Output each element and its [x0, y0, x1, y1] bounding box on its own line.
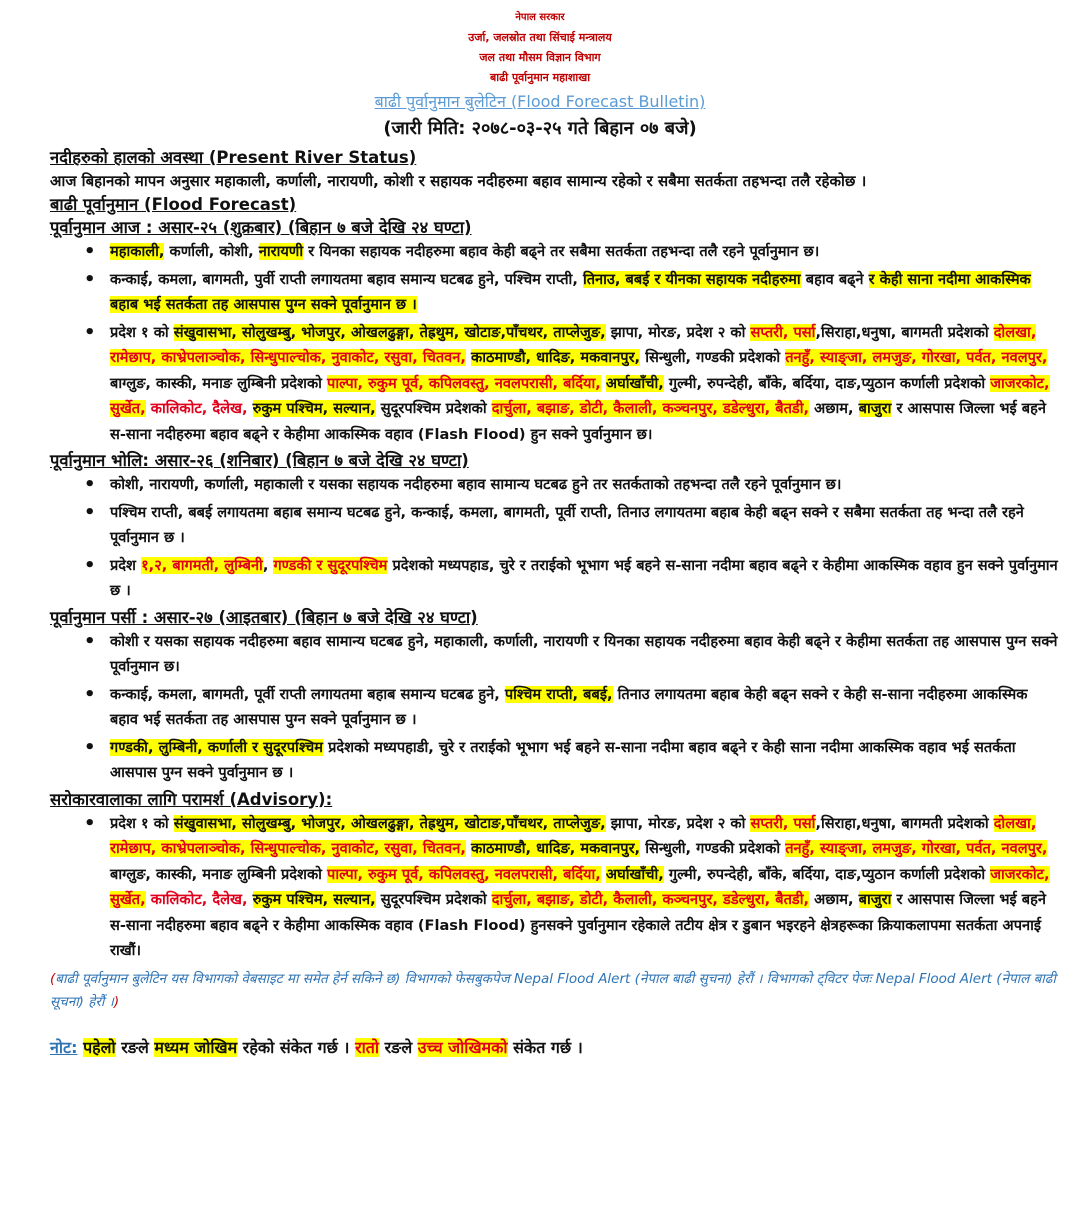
- district-run: प्रदेश १ को: [110, 323, 174, 341]
- district-run: बाग्लुङ, कास्की, मनाङ लुम्बिनी प्रदेशको: [110, 865, 328, 883]
- district-run: बाजुरा: [858, 891, 892, 908]
- list-item: • प्रदेश १ को संखुवासभा, सोलुखम्बु, भोजपुर, ओखलढुङ्गा, तेह्रथुम, खोटाङ,पाँचथर, ताप्लेजुङ, झापा, मोरङ, प्रदेश २ को सप्तरी, पर्सा,सिराहा,धनुषा, बागमती प्रदेशको दोलखा, रामेछाप, काभ्रेपलाञ्चोक, सिन्धुपाल्चोक, नुवाकोट, रसुवा, चितवन, काठमाण्डौ, धादिङ, मकवानपुर, सिन्धुली, गण्डकी प्रदेशको तनहुँ, स्याङ्जा, लमजुङ, गोरखा, पर्वत, नवलपुर, बाग्लुङ, कास्की, मनाङ लुम्बिनी प्रदेशको पाल्पा, रुकुम पूर्व, कपिलवस्तु, नवलपरासी, बर्दिया, अर्घाखाँची, गुल्मी, रुपन्देही, बाँके, बर्दिया, दाङ,प्युठान कर्णाली प्रदेशको जाजरकोट, सुर्खेत, कालिकोट, दैलेख, रुकुम पश्चिम, सल्यान, सुदूरपश्चिम प्रदेशको दार्चुला, बझाङ, डोटी, कैलाली, कञ्चनपुर, डडेल्धुरा, बैतडी, अछाम, बाजुरा र आसपास जिल्ला भई बहने स-साना नदीहरुमा बहाव बढ्ने र केहीमा आकस्मिक वहाव (Flash Flood) हुनसक्ने पुर्वानुमान रहेकाले तटीय क्षेत्र र डुबान भइरहने क्षेत्रहरूका क्रियाकलापमा सतर्कता अपनाई राखौं।: [110, 811, 1058, 964]
- department-name: जल तथा मौसम विज्ञान विभाग: [479, 51, 601, 64]
- district-run: [248, 891, 253, 908]
- district-run: सिन्धुली, गण्डकी प्रदेशको: [640, 840, 786, 857]
- district-run: सप्तरी, पर्सा: [750, 814, 816, 832]
- list-item: • कोशी र यसका सहायक नदीहरुमा बहाव सामान्य घटबढ हुने, महाकाली, कर्णाली, नारायणी र यिनका सहायक नदीहरुमा बहाव केही बढ्ने र केहीमा सतर्कता तह आसपास पुग्न सक्ने पूर्वानुमान छ।: [110, 629, 1058, 680]
- district-run: अर्घाखाँची,: [605, 865, 664, 883]
- list-item: • पश्चिम राप्ती, बबई लगायतमा बहाब समान्य घटबढ हुने, कन्काई, कमला, बागमती, पूर्वी राप्ती, तिनाउ लगायतमा बहाब केही बढ्न सक्ने र सबैमा सतर्कता तह भन्दा तलै रहने पूर्वानुमान छ ।: [110, 500, 1058, 551]
- bulletin-title: बाढी पुर्वानुमान बुलेटिन (Flood Forecast Bulletin): [374, 92, 706, 111]
- district-run: अर्घाखाँची,: [605, 374, 664, 392]
- district-run: बाजुरा: [858, 400, 892, 417]
- list-item: • गण्डकी, लुम्बिनी, कर्णाली र सुदूरपश्चिम प्रदेशको मध्यपहाडी, चुरे र तराईको भूभाग भई बहने स-साना नदीमा बहाव बढ्ने र केही साना नदीमा आकस्मिक वहाव भई सतर्कता आसपास पुग्न सक्ने पुर्वानुमान छ ।: [110, 735, 1058, 786]
- district-run: जाजरकोट, सुर्खेत,: [110, 374, 1050, 417]
- district-run: तनहुँ, स्याङ्जा, लमजुङ, गोरखा, पर्वत, नवलपुर,: [785, 840, 1048, 857]
- district-run: जाजरकोट, सुर्खेत,: [110, 865, 1050, 908]
- advisory-heading: सरोकारवालाका लागि परामर्श (Advisory):: [50, 789, 333, 809]
- district-run: दोलखा, रामेछाप, काभ्रेपलाञ्चोक, सिन्धुपाल्चोक, नुवाकोट, रसुवा, चितवन,: [110, 323, 1037, 366]
- note-label: नोट:: [50, 1037, 78, 1057]
- color-legend-note: नोट: पहेलो रङले मध्यम जोखिम रहेको संकेत गर्छ । रातो रङले उच्च जोखिमको संकेत गर्छ ।: [50, 1037, 583, 1057]
- district-run: काठमाण्डौ, धादिङ, मकवानपुर,: [471, 349, 641, 366]
- district-run: दोलखा, रामेछाप, काभ्रेपलाञ्चोक, सिन्धुपाल्चोक, नुवाकोट, रसुवा, चितवन,: [110, 814, 1037, 857]
- issue-date: (जारी मिति: २०७८-०३-२५ गते बिहान ०७ बजे): [383, 118, 697, 139]
- district-run: काठमाण्डौ, धादिङ, मकवानपुर,: [471, 840, 641, 857]
- list-item: • महाकाली, कर्णाली, कोशी, नारायणी र यिनका सहायक नदीहरुमा बहाव केही बढ्ने तर सबैमा सतर्कता तहभन्दा तलै रहने पूर्वानुमान छ।: [110, 239, 1058, 265]
- dayafter-forecast-list: [50, 629, 1058, 786]
- district-run: संखुवासभा, सोलुखम्बु, भोजपुर, ओखलढुङ्गा, तेह्रथुम, खोटाङ,पाँचथर, ताप्लेजुङ,: [173, 814, 606, 832]
- district-run: कालिकोट, दैलेख,: [150, 400, 248, 417]
- district-run: अछाम,: [809, 400, 859, 417]
- district-run: कालिकोट, दैलेख,: [150, 891, 248, 908]
- tomorrow-forecast-heading: पूर्वानुमान भोलि: असार-२६ (शनिबार) (बिहान ७ बजे देखि २४ घण्टा): [50, 451, 469, 470]
- district-run: ,सिराहा,धनुषा, बागमती प्रदेशको: [815, 323, 994, 341]
- list-item: • कोशी, नारायणी, कर्णाली, महाकाली र यसका सहायक नदीहरुमा बहाव सामान्य घटबढ हुने तर सतर्कताको तहभन्दा तलै रहने पूर्वानुमान छ।: [110, 472, 1058, 498]
- ministry-name: उर्जा, जलस्रोत तथा सिंचाई मन्त्रालय: [468, 31, 612, 44]
- district-run: गुल्मी, रुपन्देही, बाँके, बर्दिया, दाङ,प्युठान कर्णाली प्रदेशको: [663, 865, 991, 883]
- today-forecast-heading: पूर्वानुमान आज : असार-२५ (शुक्रबार) (बिहान ७ बजे देखि २४ घण्टा): [50, 218, 472, 237]
- web-note: (बाढी पूर्वानुमान बुलेटिन यस विभागको वेबसाइट मा समेत हेर्न सकिने छ) विभागको फेसबुकपेज Nepal Flood Alert (नेपाल बाढी सुचना) हेरौं । विभागको ट्विटर पेजः Nepal Flood Alert (नेपाल बाढी सूचना) हेरौं ।): [50, 970, 1056, 1010]
- district-run: सुदूरपश्चिम प्रदेशको: [375, 400, 492, 417]
- district-run: पाल्पा, रुकुम पूर्व, कपिलवस्तु, नवलपरासी, बर्दिया,: [327, 865, 601, 883]
- district-run: संखुवासभा, सोलुखम्बु, भोजपुर, ओखलढुङ्गा, तेह्रथुम, खोटाङ,पाँचथर, ताप्लेजुङ,: [173, 323, 606, 341]
- district-run: झापा, मोरङ, प्रदेश २ को: [605, 814, 751, 832]
- list-item: • प्रदेश १,२, बागमती, लुम्बिनी, गण्डकी र सुदूरपश्चिम प्रदेशको मध्यपहाड, चुरे र तराईको भूभाग भई बहने स-साना नदीमा बहाव बढ्ने र केहीमा आकस्मिक वहाव हुन सक्ने पुर्वानुमान छ ।: [110, 553, 1058, 604]
- dayafter-forecast-heading: पूर्वानुमान पर्सी : असार-२७ (आइतबार) (बिहान ७ बजे देखि २४ घण्टा): [50, 607, 478, 627]
- flood-forecast-heading: बाढी पूर्वानुमान (Flood Forecast): [50, 195, 297, 214]
- list-item: • प्रदेश १ को संखुवासभा, सोलुखम्बु, भोजपुर, ओखलढुङ्गा, तेह्रथुम, खोटाङ,पाँचथर, ताप्लेजुङ, झापा, मोरङ, प्रदेश २ को सप्तरी, पर्सा,सिराहा,धनुषा, बागमती प्रदेशको दोलखा, रामेछाप, काभ्रेपलाञ्चोक, सिन्धुपाल्चोक, नुवाकोट, रसुवा, चितवन, काठमाण्डौ, धादिङ, मकवानपुर, सिन्धुली, गण्डकी प्रदेशको तनहुँ, स्याङ्जा, लमजुङ, गोरखा, पर्वत, नवलपुर, बाग्लुङ, कास्की, मनाङ लुम्बिनी प्रदेशको पाल्पा, रुकुम पूर्व, कपिलवस्तु, नवलपरासी, बर्दिया, अर्घाखाँची, गुल्मी, रुपन्देही, बाँके, बर्दिया, दाङ,प्युठान कर्णाली प्रदेशको जाजरकोट, सुर्खेत, कालिकोट, दैलेख, रुकुम पश्चिम, सल्यान, सुदूरपश्चिम प्रदेशको दार्चुला, बझाङ, डोटी, कैलाली, कञ्चनपुर, डडेल्धुरा, बैतडी, अछाम, बाजुरा र आसपास जिल्ला भई बहने स-साना नदीहरुमा बहाव बढ्ने र केहीमा आकस्मिक वहाव (Flash Flood) हुन सक्ने पुर्वानुमान छ।: [110, 320, 1058, 448]
- district-run: तनहुँ, स्याङ्जा, लमजुङ, गोरखा, पर्वत, नवलपुर,: [785, 349, 1048, 366]
- district-run: पाल्पा, रुकुम पूर्व, कपिलवस्तु, नवलपरासी, बर्दिया,: [327, 374, 601, 392]
- division-name: बाढी पूर्वानुमान महाशाखा: [489, 71, 591, 84]
- district-run: सुदूरपश्चिम प्रदेशको: [375, 891, 492, 908]
- district-run: दार्चुला, बझाङ, डोटी, कैलाली, कञ्चनपुर, डडेल्धुरा, बैतडी,: [491, 891, 810, 908]
- government-name: नेपाल सरकार: [515, 12, 565, 23]
- district-run: रुकुम पश्चिम, सल्यान,: [252, 400, 376, 417]
- district-run: ,सिराहा,धनुषा, बागमती प्रदेशको: [815, 814, 994, 832]
- list-item: • कन्काई, कमला, बागमती, पुर्वी राप्ती लगायतमा बहाव समान्य घटबढ हुने, पश्चिम राप्ती, तिनाउ, बबई र यीनका सहायक नदीहरुमा बहाव बढ्ने र केही साना नदीमा आकस्मिक बहाब भई सतर्कता तह आसपास पुग्न सक्ने पूर्वानुमान छ ।: [110, 267, 1058, 318]
- district-run: गुल्मी, रुपन्देही, बाँके, बर्दिया, दाङ,प्युठान कर्णाली प्रदेशको: [663, 374, 991, 392]
- tomorrow-forecast-list: [50, 472, 1058, 604]
- district-run: प्रदेश १ को: [110, 814, 174, 832]
- today-forecast-list: [50, 239, 1058, 447]
- district-run: रुकुम पश्चिम, सल्यान,: [252, 891, 376, 908]
- district-run: सप्तरी, पर्सा: [750, 323, 816, 341]
- district-run: अछाम,: [809, 891, 859, 908]
- district-run: झापा, मोरङ, प्रदेश २ को: [605, 323, 751, 341]
- district-run: [248, 400, 253, 417]
- list-item: • कन्काई, कमला, बागमती, पूर्वी राप्ती लगायतमा बहाब समान्य घटबढ हुने, पश्चिम राप्ती, बबई, तिनाउ लगायतमा बहाब केही बढ्न सक्ने र केही स-साना नदीहरुमा आकस्मिक बहाव भई सतर्कता तह आसपास पुग्न सक्ने पूर्वानुमान छ ।: [110, 682, 1058, 733]
- district-run: दार्चुला, बझाङ, डोटी, कैलाली, कञ्चनपुर, डडेल्धुरा, बैतडी,: [491, 400, 810, 417]
- advisory-list: [50, 811, 1058, 964]
- district-run: बाग्लुङ, कास्की, मनाङ लुम्बिनी प्रदेशको: [110, 374, 328, 392]
- present-status-heading: नदीहरुको हालको अवस्था (Present River Status): [50, 148, 417, 167]
- present-status-text: आज बिहानको मापन अनुसार महाकाली, कर्णाली, नारायणी, कोशी र सहायक नदीहरुमा बहाव सामान्य रहेको र सबैमा सतर्कता तहभन्दा तलै रहेकोछ ।: [50, 172, 867, 190]
- letterhead: [22, 8, 1058, 88]
- district-run: सिन्धुली, गण्डकी प्रदेशको: [640, 349, 786, 366]
